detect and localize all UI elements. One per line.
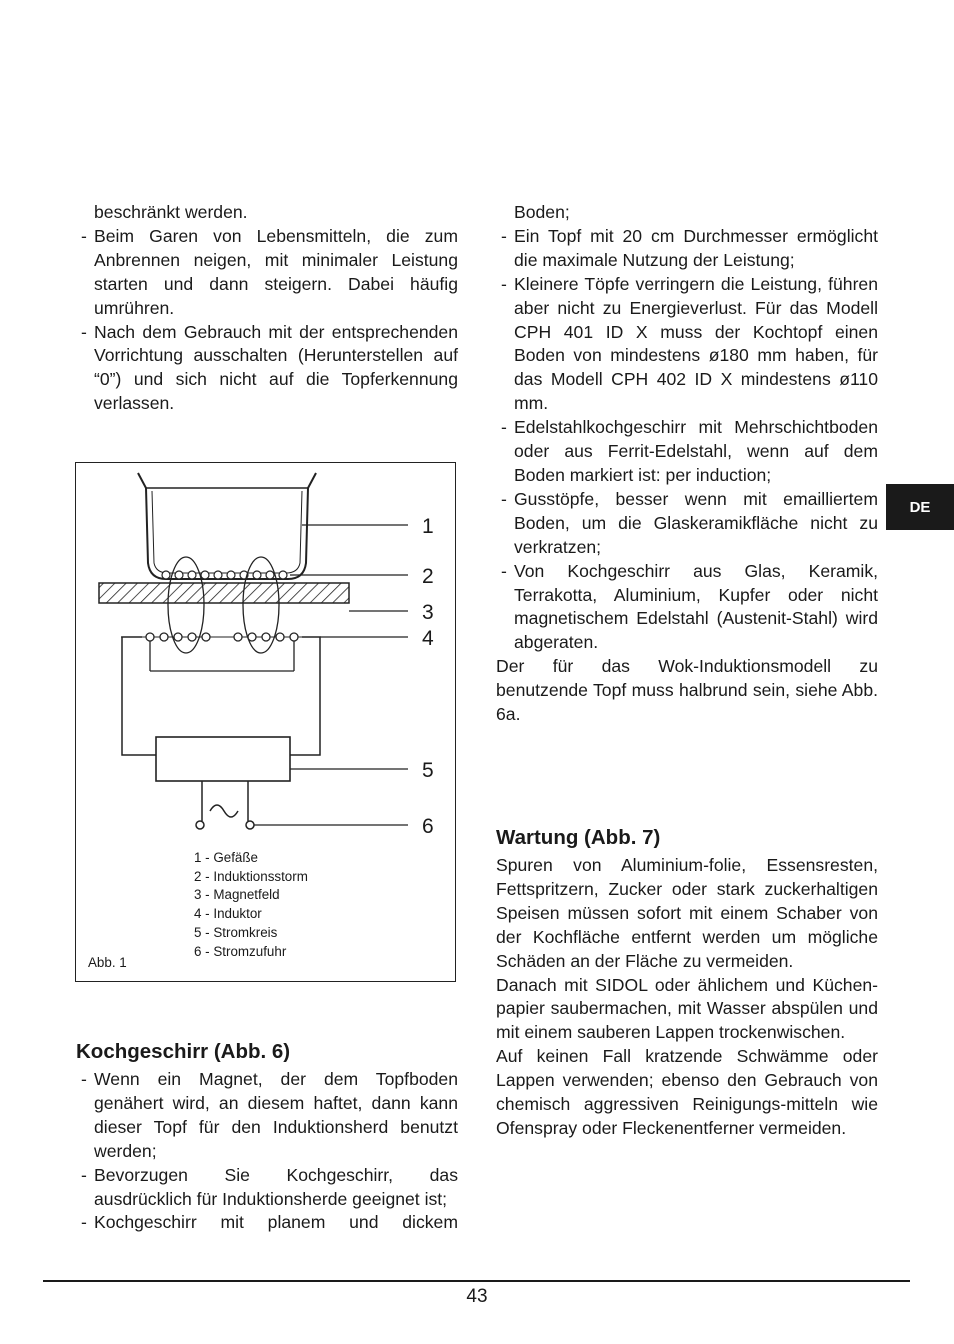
maintenance-section [496,826,878,1141]
list-item: - Ein Topf mit 20 cm Durchmesser ermöglicht die maximale Nutzung der Leistung; [501,225,878,270]
legend-item: 2 - Induktionsstorm [194,868,308,884]
diagram-number: 3 [422,601,434,624]
figure-abb-1 [75,462,456,982]
list-item: - Edelstahlkochgeschirr mit Mehrschichtboden oder aus Ferrit-Edelstahl, wenn auf dem Boden markiert ist: per induction; [501,417,878,485]
language-tab: DE [886,484,954,530]
legend-item: 4 - Induktor [194,906,262,922]
cookware-section [76,1040,458,1235]
diagram-number: 6 [422,815,434,838]
wok-paragraph: Der für das Wok-Induktionsmodell zu benutzende Topf muss halbrund sein, siehe Abb. 6a. [496,656,878,725]
page-number: 43 [466,1286,488,1307]
diagram-number: 1 [422,515,434,538]
section-title-wartung: Wartung (Abb. 7) [496,826,661,849]
list-item: - Gusstöpfe, besser wenn mit emailliertem Boden, um die Glaskeramikfläche nicht zu verkratzen; [501,488,878,557]
left-column [76,201,458,416]
section-title-kochgeschirr: Kochgeschirr (Abb. 6) [76,1040,291,1063]
diagram-number: 4 [422,627,434,650]
right-column [496,201,878,727]
left-intro-line: beschränkt werden. [94,202,248,222]
list-item: - Bevorzugen Sie Kochgeschirr, das ausdrücklich für Induktionsherde geeignet ist; [81,1164,458,1209]
figure-legend [194,849,308,961]
list-item: - Beim Garen von Lebensmitteln, die zum Anbrennen neigen, mit minimaler Leistung starten und dann steigern. Dabei häufig umrühren. [81,225,458,318]
list-item: - Kochgeschirr mit planem und dickem [81,1212,458,1233]
list-item: - Wenn ein Magnet, der dem Topfboden genähert wird, an diesem haftet, dann kann dieser Topf für den Induktionsherd benutzt werden; [81,1069,458,1161]
legend-item: 3 - Magnetfeld [194,887,280,903]
footer-rule [43,1280,910,1282]
diagram-number: 5 [422,759,434,782]
diagram-number: 2 [422,565,434,588]
paragraph: Auf keinen Fall kratzende Schwämme oder Lappen verwenden; ebenso den Gebrauch von chemisch aggressiven Reinigungs-mitteln wie Ofenspray oder Fleckenentferner vermeiden. [496,1046,878,1138]
figure-label: Abb. 1 [88,955,127,970]
legend-item: 6 - Stromzufuhr [194,943,287,959]
legend-item: 1 - Gefäße [194,850,259,865]
right-intro-line: Boden; [514,202,570,222]
paragraph: Spuren von Aluminium-folie, Essensresten, Fettspritzern, Zucker oder stark zuckerhaltigen Speisen müssen sofort mit einem Schaber von der Kochfläche entfernt werden um mögliche Schäden an der Fläche zu vermeiden. [496,855,878,971]
list-item: - Nach dem Gebrauch mit der entsprechenden Vorrichtung ausschalten (Herunterstellen auf “0”) und sich nicht auf die Topferkennung verlassen. [81,321,458,414]
paragraph: Danach mit SIDOL oder ählichem und Küchen-papier saubermachen, mit Wasser abspülen und mit einem sauberen Lappen trockenwischen. [496,974,878,1043]
list-item: - Von Kochgeschirr aus Glas, Keramik, Terrakotta, Aluminium, Kupfer oder nicht magnetischem Edelstahl (Austenit-Stahl) wird abgeraten. [501,560,878,653]
list-item: - Kleinere Töpfe verringern die Leistung, führen aber nicht zu Energieverlust. Für das Modell CPH 401 ID X muss der Kochtopf einen Boden von mindestens ø180 mm haben, für das Modell CPH 402 ID X mindestens ø110 mm. [501,273,878,414]
legend-item: 5 - Stromkreis [194,924,278,940]
